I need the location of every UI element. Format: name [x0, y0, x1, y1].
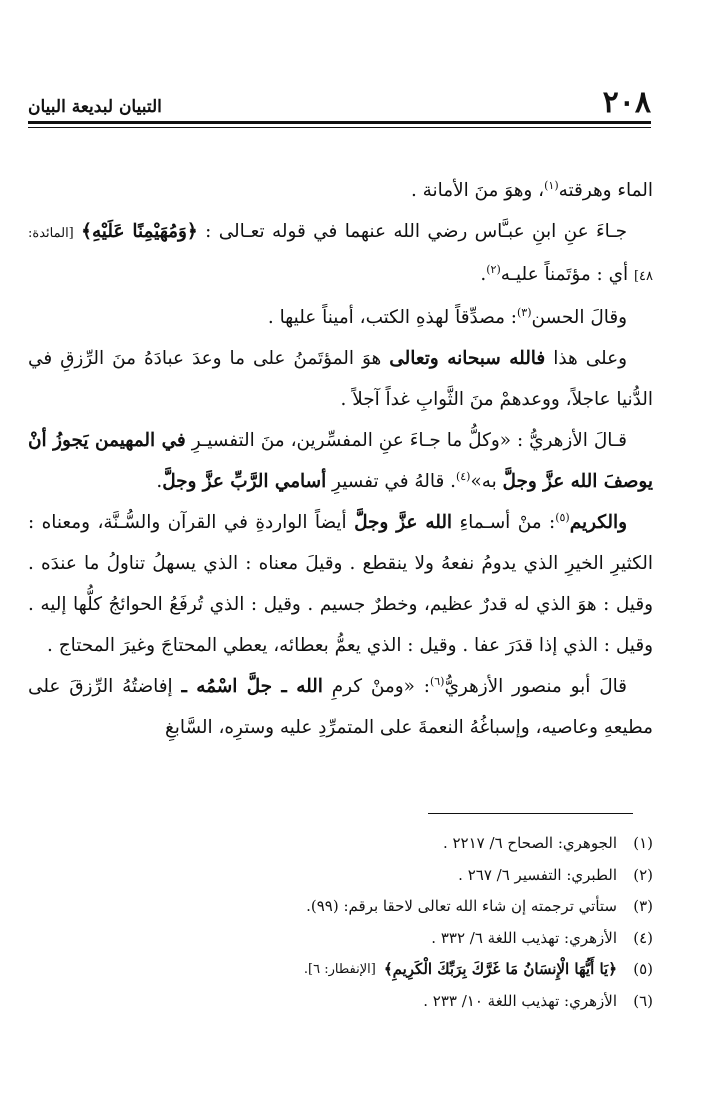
footnote-number: (١) [633, 834, 653, 852]
footnote-ref[interactable]: (٢) [486, 262, 501, 276]
footnote-1 [100, 828, 653, 860]
footnote-ref[interactable]: (٤) [455, 469, 471, 483]
page-number: ٢٠٨ [602, 85, 651, 120]
text: : مصدِّقاً لهذهِ الكتب، أميناً عليها . [267, 307, 517, 328]
footnote-text: الجوهري: الصحاح ٦/ ٢٢١٧ . [442, 834, 617, 852]
footnote-text: الطبري: التفسير ٦/ ٢٦٧ . [458, 865, 617, 884]
footnote-number: (٤) [633, 928, 653, 947]
footnote-ref[interactable]: (٦) [429, 674, 445, 688]
footnotes [100, 828, 653, 1017]
text: جـاءَ عنِ ابنِ عبـَّاس رضي الله عنهما في قوله تعـالى : [205, 221, 627, 242]
text: قالَ أبو منصور الأزهريُّ [444, 676, 627, 697]
text: : منْ أسـماءِ [459, 512, 556, 533]
paragraph-7 [28, 666, 653, 748]
footnote-text: الأزهري: تهذيب اللغة ١٠/ ٢٣٣ . [423, 991, 617, 1010]
bold-text: في المهيمن يَجوزُ أنْ يوصفَ الله عزَّ وجلَّ [28, 430, 653, 492]
footnote-4 [100, 923, 653, 955]
paragraph-2 [28, 211, 653, 297]
footnote-verse: ﴿يَا أَيُّهَا الْإِنسَانُ مَا غَرَّكَ بِرَبِّكَ الْكَرِيمِ﴾ [383, 960, 617, 978]
text: الماء وهرقته [558, 180, 653, 201]
text: أيضاً الواردةِ في القرآن والسُّـنَّة، ومعناه : الكثيرِ الخيرِ الذي يدومُ نفعهُ ولا ينقطع . وقيلَ معناه : الذي يسهلُ تناولُ ما عندَه . وقيل : هوَ الذي له قدرٌ عظيم، وخطرٌ جسيم . وقيل : الذي تُرفَعُ الحوائجُ كلُّها إليه . وقيل : الذي إذا قدَرَ عفا . وقيل : الذي يعمُّ بعطائه، يعطي المحتاجَ وغيرَ المحتاج . [28, 512, 653, 656]
page-header [28, 80, 651, 118]
paragraph-4 [28, 338, 653, 420]
footnote-ref[interactable]: (٥) [555, 510, 570, 524]
running-title: التبيان لبديعة البيان [28, 97, 162, 117]
bold-text: فالله سبحانه وتعالى [389, 348, 546, 369]
footnote-separator [428, 813, 633, 814]
paragraph-1 [28, 170, 653, 211]
text: إفاضتُهُ الرِّزقَ على مطيعهِ وعاصيه، وإسباغُهُ النعمةَ على المتمرِّدِ عليه وسترِه، السَّابغِ [28, 676, 653, 738]
paragraph-5 [28, 420, 653, 502]
bold-text: الله ـ جلَّ اسْمُه ـ [181, 676, 323, 697]
footnote-text: الأزهري: تهذيب اللغة ٦/ ٣٣٢ . [431, 928, 617, 947]
footnote-3 [100, 891, 653, 923]
footnote-text: ستأتي ترجمته إن شاء الله تعالى لاحقا برقم: (٩٩). [306, 897, 617, 915]
main-text [28, 170, 653, 748]
text: . [480, 264, 487, 285]
bold-text: الله عزَّ وجلَّ [354, 512, 453, 533]
footnote-ref[interactable]: (٣) [517, 305, 532, 319]
text: وعلى هذا [553, 348, 627, 369]
footnote-2 [100, 860, 653, 892]
paragraph-3 [28, 297, 653, 338]
text: ، وهوَ منَ الأمانة . [410, 180, 545, 201]
text: قـالَ الأزهريُّ : «وكلُّ ما جـاءَ عنِ المفسِّرين، منَ التفسيـرِ [191, 430, 627, 451]
text: هوَ المؤتَمنُ على ما وعدَ عبادَهُ منَ الرِّزقِ في الدُّنيا عاجلاً، ووعدهمْ منَ الثَّوابِ غداً آجلاً . [28, 348, 653, 410]
text: أي : مؤتَمناً عليـه [500, 264, 629, 285]
verse-citation: [الإنفطار: ٦]. [303, 962, 376, 977]
footnote-number: (٣) [633, 897, 653, 915]
footnote-number: (٢) [633, 865, 653, 884]
bold-text: والكريم [569, 512, 627, 533]
quran-verse: ﴿وَمُهَيْمِنًا عَلَيْهِ﴾ [81, 221, 198, 242]
header-rule-thin [28, 127, 651, 128]
text: وقالَ الحسن [531, 307, 627, 328]
text: . [156, 471, 163, 492]
footnote-number: (٦) [633, 991, 653, 1010]
verse-citation: [المائدة: ٤٨] [28, 226, 653, 284]
footnote-number: (٥) [633, 960, 653, 978]
footnote-6 [100, 986, 653, 1018]
bold-text: أسامي الرَّبِّ عزَّ وجلَّ [162, 471, 327, 492]
text: به» [470, 471, 497, 492]
footnote-5 [100, 954, 653, 986]
text: : «ومنْ كرمِ [331, 676, 430, 697]
header-rule-thick [28, 121, 651, 124]
text: . قالهُ في تفسيرِ [332, 471, 456, 492]
footnote-ref[interactable]: (١) [544, 178, 559, 192]
paragraph-6 [28, 502, 653, 666]
